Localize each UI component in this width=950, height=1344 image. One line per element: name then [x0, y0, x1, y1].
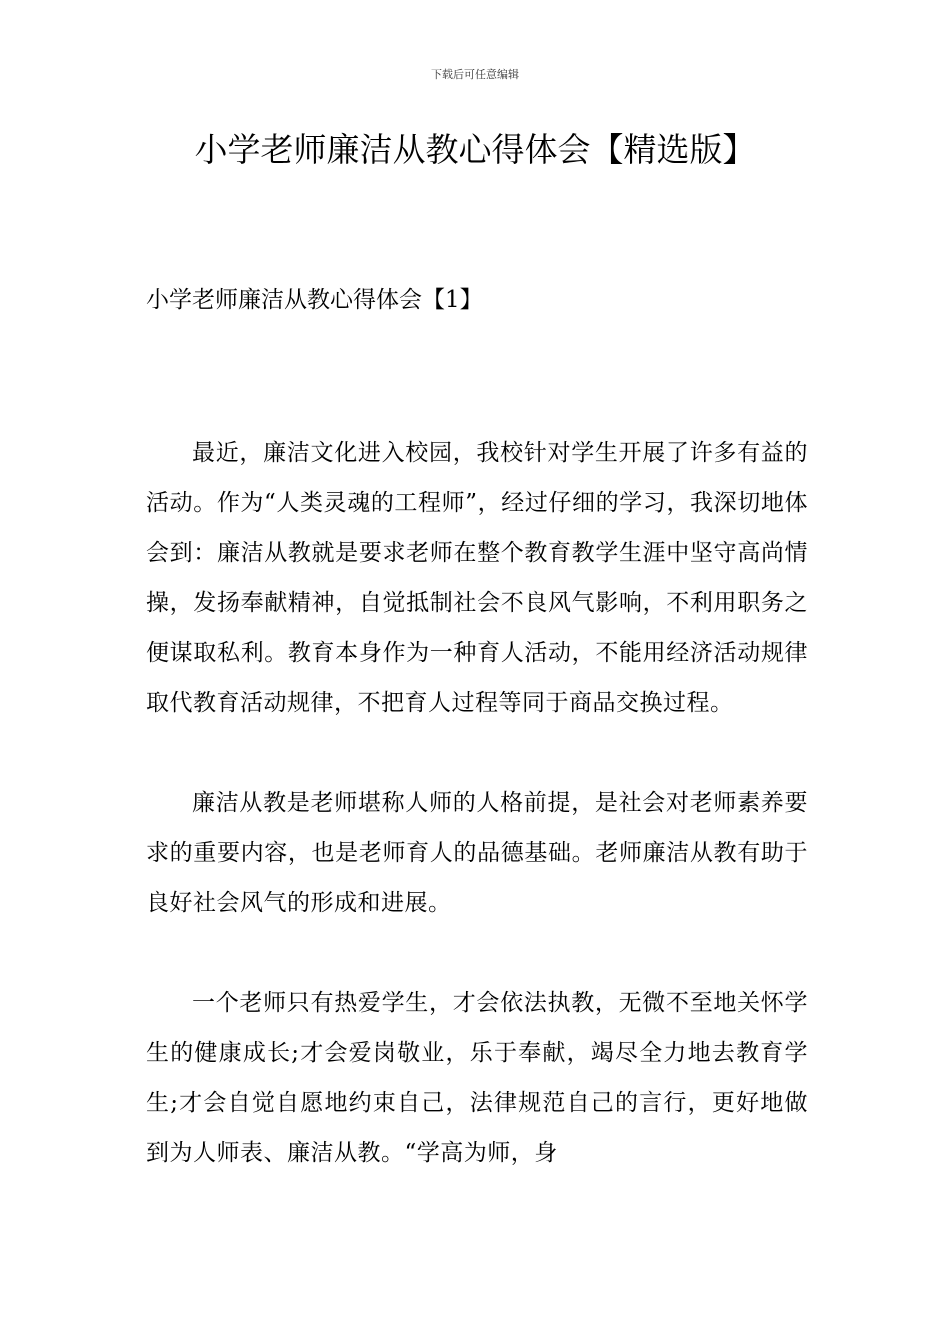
section-heading: 小学老师廉洁从教心得体会【1】: [146, 287, 483, 313]
paragraph-1: 最近，廉洁文化进入校园，我校针对学生开展了许多有益的活动。作为“人类灵魂的工程师”，经过仔细的学习，我深切地体会到：廉洁从教就是要求老师在整个教育教学生涯中坚守高尚情操，发扬奉献精神，自觉抵制社会不良风气影响，不利用职务之便谋取私利。教育本身作为一种育人活动，不能用经济活动规律取代教育活动规律，不把育人过程等同于商品交换过程。: [146, 440, 808, 716]
paragraph-2: 廉洁从教是老师堪称人师的人格前提，是社会对老师素养要求的重要内容，也是老师育人的品德基础。老师廉洁从教有助于良好社会风气的形成和进展。: [146, 790, 808, 916]
document-title: 小学老师廉洁从教心得体会【精选版】: [194, 130, 756, 169]
document-body: [146, 428, 808, 1228]
paragraph-3: 一个老师只有热爱学生，才会依法执教，无微不至地关怀学生的健康成长;才会爱岗敬业，乐于奉献，竭尽全力地去教育学生;才会自觉自愿地约束自己，法律规范自己的言行，更好地做到为人师表、廉洁从教。“学高为师，身: [146, 990, 808, 1166]
header-note: 下载后可任意编辑: [431, 68, 519, 81]
